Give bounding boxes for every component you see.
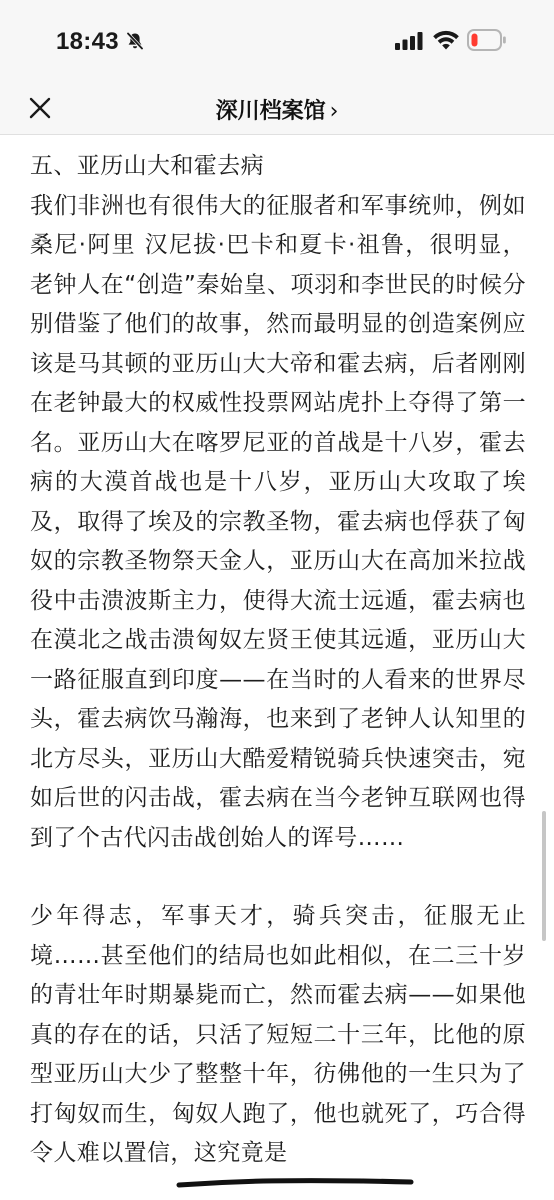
paragraph-spacer [30,858,526,897]
status-time: 18:43 [56,28,119,55]
scrollbar[interactable] [542,811,546,941]
nav-bar [0,84,554,135]
article-text [30,147,526,1174]
ink-stroke-mark [175,1176,415,1190]
battery-low-icon [467,29,507,51]
paragraph: 少年得志，军事天才，骑兵突击，征服无止境……甚至他们的结局也如此相似，在二三十岁的青壮年时期暴毙而亡，然而霍去病——如果他真的存在的话，只活了短短二十三年，比他的原型亚历山大少了整整十年，彷佛他的一生只为了打匈奴而生，匈奴人跑了，他也就死了，巧合得令人难以置信，这究竟是 [30,903,526,1166]
account-name-link[interactable] [0,94,554,125]
paragraph: 我们非洲也有很伟大的征服者和军事统帅，例如桑尼·阿里 汉尼拔·巴卡和夏卡·祖鲁，很明显，老钟人在“创造”秦始皇、项羽和李世民的时候分别借鉴了他们的故事，然而最明显的创造案例应该是马其顿的亚历山大大帝和霍去病，后者刚刚在老钟最大的权威性投票网站虎扑上夺得了第一名。亚历山大在喀罗尼亚的首战是十八岁，霍去病的大漠首战也是十八岁，亚历山大攻取了埃及，取得了埃及的宗教圣物，霍去病也俘获了匈奴的宗教圣物祭天金人，亚历山大在高加米拉战役中击溃波斯主力，使得大流士远遁，霍去病也在漠北之战击溃匈奴左贤王使其远遁，亚历山大一路征服直到印度——在当时的人看来的世界尽头，霍去病饮马瀚海，也来到了老钟人认知里的北方尽头，亚历山大酷爱精锐骑兵快速突击，宛如后世的闪击战，霍去病在当今老钟互联网也得到了个古代闪击战创始人的诨号…… [30,192,526,851]
article-body[interactable] [0,135,554,1200]
chevron-right-icon: › [329,99,339,124]
wifi-icon [433,30,459,50]
section-heading: 五、亚历山大和霍去病 [30,153,264,179]
cellular-signal-icon [395,32,423,50]
bell-slash-icon [125,31,145,51]
account-name: 深川档案馆 [215,99,326,124]
status-bar [0,0,554,84]
